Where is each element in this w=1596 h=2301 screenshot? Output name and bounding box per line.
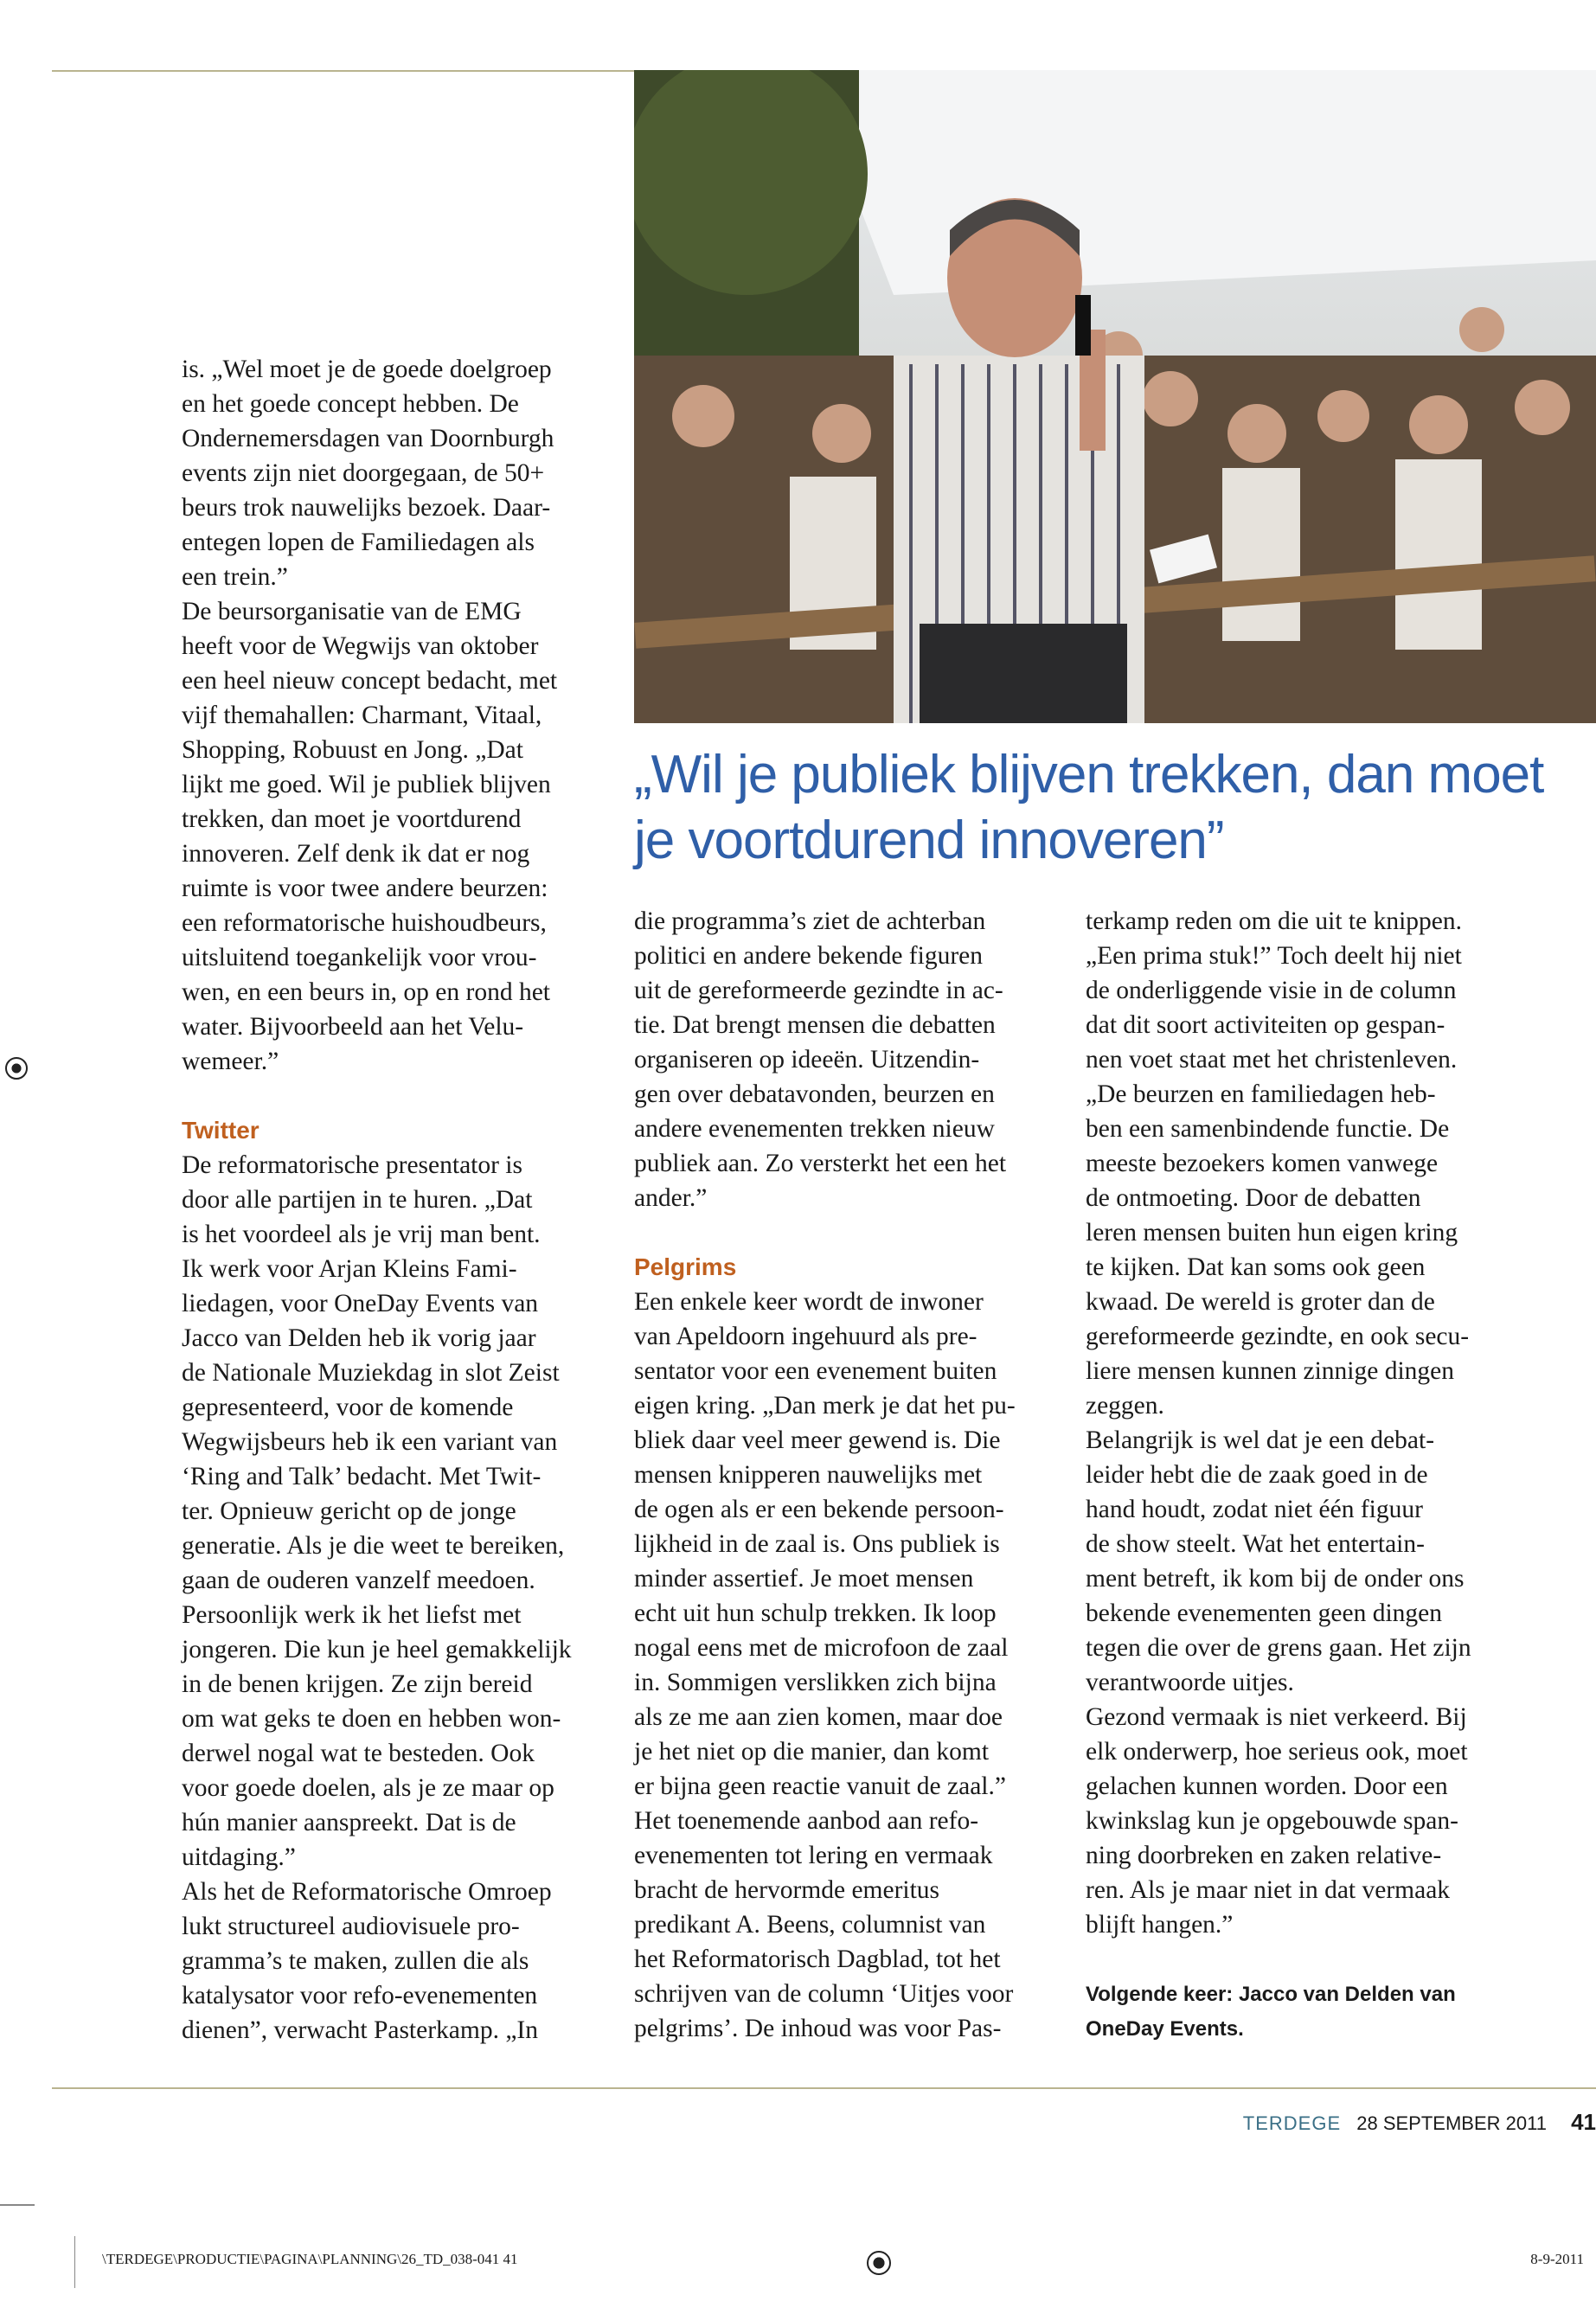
- text-line: organiseren op ideeën. Uitzendin-: [634, 1046, 980, 1074]
- text-line: de onderliggende visie in de column: [1086, 977, 1457, 1004]
- section-heading: Pelgrims: [634, 1253, 737, 1280]
- text-line: De reformatorische presentator is: [182, 1151, 522, 1179]
- text-line: ben een samenbindende functie. De: [1086, 1115, 1450, 1143]
- text-line: de Nationale Muziekdag in slot Zeist: [182, 1359, 560, 1387]
- text-line: voor goede doelen, als je ze maar op: [182, 1774, 554, 1802]
- text-line: publiek aan. Zo versterkt het een het: [634, 1150, 1007, 1177]
- text-line: Een enkele keer wordt de inwoner: [634, 1288, 984, 1316]
- text-line: gepresenteerd, voor de komende: [182, 1394, 514, 1421]
- text-line: De beursorganisatie van de EMG: [182, 598, 522, 625]
- text-line: blijft hangen.”: [1086, 1911, 1234, 1939]
- text-line: entegen lopen de Familiedagen als: [182, 529, 535, 556]
- text-line: kwaad. De wereld is groter dan de: [1086, 1288, 1435, 1316]
- text-line: gelachen kunnen worden. Door een: [1086, 1772, 1448, 1800]
- text-line: ment betreft, ik kom bij de onder ons: [1086, 1565, 1465, 1593]
- text-line: het Reformatorisch Dagblad, tot het: [634, 1945, 1001, 1973]
- text-line: generatie. Als je die weet te bereiken,: [182, 1532, 565, 1560]
- text-line: lijkt me goed. Wil je publiek blijven: [182, 771, 551, 798]
- text-line: wemeer.”: [182, 1048, 279, 1075]
- text-line: is het voordeel als je vrij man bent.: [182, 1221, 541, 1248]
- text-line: een heel nieuw concept bedacht, met: [182, 667, 558, 695]
- text-line: door alle partijen in te huren. „Dat: [182, 1186, 533, 1214]
- text-line: events zijn niet doorgegaan, de 50+: [182, 459, 545, 487]
- print-slug-path: \TERDEGE\PRODUCTIE\PAGINA\PLANNING\26_TD_038-041 41: [102, 2251, 518, 2267]
- text-line: in de benen krijgen. Ze zijn bereid: [182, 1670, 533, 1698]
- text-line: bekende evenementen geen dingen: [1086, 1599, 1442, 1627]
- article-photo: [634, 70, 1596, 723]
- text-line: liedagen, voor OneDay Events van: [182, 1290, 539, 1317]
- text-line: „Een prima stuk!” Toch deelt hij niet: [1086, 942, 1462, 970]
- text-line: te kijken. Dat kan soms ook geen: [1086, 1253, 1426, 1281]
- text-line: schrijven van de column ‘Uitjes voor: [634, 1980, 1014, 2008]
- page-folio: [1243, 2109, 1596, 2136]
- text-line: een trein.”: [182, 563, 288, 591]
- next-time-note: [1086, 1977, 1456, 2047]
- text-line: ruimte is voor twee andere beurzen:: [182, 875, 548, 902]
- pull-quote: „Wil je publiek blijven trekken, dan moet je voortdurend innoveren”: [634, 745, 1544, 870]
- text-line: van Apeldoorn ingehuurd als pre-: [634, 1323, 977, 1350]
- text-line: „De beurzen en familiedagen heb-: [1086, 1080, 1436, 1108]
- text-line: uitdaging.”: [182, 1843, 296, 1871]
- text-line: nen voet staat met het christenleven.: [1086, 1046, 1458, 1074]
- text-line: uitsluitend toegankelijk voor vrou-: [182, 944, 537, 971]
- article-column-1: [182, 352, 606, 2048]
- issue-date: 28 SEPTEMBER 2011: [1356, 2112, 1547, 2134]
- next-time-line: OneDay Events.: [1086, 2017, 1244, 2041]
- text-line: Ik werk voor Arjan Kleins Fami-: [182, 1255, 517, 1283]
- text-line: eigen kring. „Dan merk je dat het pu-: [634, 1392, 1016, 1420]
- text-line: de show steelt. Wat het entertain-: [1086, 1530, 1425, 1558]
- text-line: meeste bezoekers komen vanwege: [1086, 1150, 1439, 1177]
- text-line: er bijna geen reactie vanuit de zaal.”: [634, 1772, 1006, 1800]
- text-line: vijf themahallen: Charmant, Vitaal,: [182, 702, 542, 729]
- text-line: gereformeerde gezindte, en ook secu-: [1086, 1323, 1470, 1350]
- text-line: jongeren. Die kun je heel gemakkelijk: [182, 1636, 572, 1663]
- text-line: ‘Ring and Talk’ bedacht. Met Twit-: [182, 1463, 542, 1490]
- text-line: die programma’s ziet de achterban: [634, 907, 986, 935]
- text-line: derwel nogal wat te besteden. Ook: [182, 1740, 535, 1767]
- text-line: kwinkslag kun je opgebouwde span-: [1086, 1807, 1458, 1835]
- text-line: gaan de ouderen vanzelf meedoen.: [182, 1567, 535, 1594]
- text-line: Shopping, Robuust en Jong. „Dat: [182, 736, 523, 764]
- text-line: beurs trok nauwelijks bezoek. Daar-: [182, 494, 551, 522]
- text-line: Gezond vermaak is niet verkeerd. Bij: [1086, 1703, 1467, 1731]
- registration-mark-icon: [867, 2251, 891, 2275]
- text-line: Als het de Reformatorische Omroep: [182, 1878, 552, 1906]
- text-line: trekken, dan moet je voortdurend: [182, 805, 522, 833]
- text-line: uit de gereformeerde gezindte in ac-: [634, 977, 1003, 1004]
- text-line: ter. Opnieuw gericht op de jonge: [182, 1497, 516, 1525]
- text-line: tie. Dat brengt mensen die debatten: [634, 1011, 996, 1039]
- page-number: 41: [1571, 2109, 1596, 2135]
- crop-mark: [0, 2204, 35, 2206]
- text-line: ning doorbreken en zaken relative-: [1086, 1842, 1442, 1869]
- magazine-name: TERDEGE: [1242, 2112, 1342, 2134]
- text-line: Wegwijsbeurs heb ik een variant van: [182, 1428, 558, 1456]
- text-line: Jacco van Delden heb ik vorig jaar: [182, 1324, 536, 1352]
- text-line: tegen die over de grens gaan. Het zijn: [1086, 1634, 1471, 1662]
- text-line: hand houdt, zodat niet één figuur: [1086, 1496, 1423, 1523]
- text-line: dat dit soort activiteiten op gespan-: [1086, 1011, 1445, 1039]
- text-line: ren. Als je maar niet in dat vermaak: [1086, 1876, 1451, 1904]
- text-line: liere mensen kunnen zinnige dingen: [1086, 1357, 1454, 1385]
- text-line: evenementen tot lering en vermaak: [634, 1842, 993, 1869]
- text-line: om wat geks te doen en hebben won-: [182, 1705, 561, 1733]
- text-line: zeggen.: [1086, 1392, 1164, 1420]
- text-line: je het niet op die manier, dan komt: [634, 1738, 990, 1766]
- text-line: heeft voor de Wegwijs van oktober: [182, 632, 539, 660]
- next-time-line: Volgende keer: Jacco van Delden van: [1086, 1983, 1456, 2006]
- text-line: Persoonlijk werk ik het liefst met: [182, 1601, 522, 1629]
- photo-presenter-crowd: [634, 70, 1596, 723]
- article-column-2: [634, 904, 1049, 2046]
- text-line: hún manier aanspreekt. Dat is de: [182, 1809, 516, 1836]
- text-line: ander.”: [634, 1184, 708, 1212]
- text-line: is. „Wel moet je de goede doelgroep: [182, 356, 552, 383]
- text-line: gramma’s te maken, zullen die als: [182, 1947, 529, 1975]
- print-slug-date: 8-9-2011: [1530, 2251, 1584, 2267]
- text-line: elk onderwerp, hoe serieus ook, moet: [1086, 1738, 1468, 1766]
- text-line: de ogen als er een bekende persoon-: [634, 1496, 1004, 1523]
- text-line: verantwoorde uitjes.: [1086, 1669, 1294, 1696]
- text-line: wen, en een beurs in, op en rond het: [182, 978, 550, 1006]
- text-line: minder assertief. Je moet mensen: [634, 1565, 974, 1593]
- text-line: Het toenemende aanbod aan refo-: [634, 1807, 979, 1835]
- text-line: en het goede concept hebben. De: [182, 390, 519, 418]
- crop-mark: [74, 2236, 75, 2288]
- text-line: lijkheid in de zaal is. Ons publiek is: [634, 1530, 1000, 1558]
- text-line: een reformatorische huishoudbeurs,: [182, 909, 547, 937]
- text-line: [634, 1215, 1049, 1250]
- text-line: terkamp reden om die uit te knippen.: [1086, 907, 1462, 935]
- text-line: sentator voor een evenement buiten: [634, 1357, 997, 1385]
- text-line: Ondernemersdagen van Doornburgh: [182, 425, 554, 452]
- text-line: leren mensen buiten hun eigen kring: [1086, 1219, 1458, 1247]
- registration-mark-icon: [5, 1057, 28, 1080]
- text-line: pelgrims’. De inhoud was voor Pas-: [634, 2015, 1002, 2042]
- text-line: echt uit hun schulp trekken. Ik loop: [634, 1599, 997, 1627]
- article-column-3: [1086, 904, 1509, 1942]
- bottom-rule: [52, 2087, 1596, 2089]
- text-line: nogal eens met de microfoon de zaal: [634, 1634, 1009, 1662]
- section-heading: Twitter: [182, 1117, 260, 1144]
- text-line: gen over debatavonden, beurzen en: [634, 1080, 995, 1108]
- text-line: bracht de hervormde emeritus: [634, 1876, 940, 1904]
- text-line: politici en andere bekende figuren: [634, 942, 983, 970]
- text-line: predikant A. Beens, columnist van: [634, 1911, 986, 1939]
- text-line: Belangrijk is wel dat je een debat-: [1086, 1426, 1435, 1454]
- text-line: mensen knipperen nauwelijks met: [634, 1461, 983, 1489]
- text-line: bliek daar veel meer gewend is. Die: [634, 1426, 1001, 1454]
- text-line: innoveren. Zelf denk ik dat er nog: [182, 840, 530, 868]
- text-line: water. Bijvoorbeeld aan het Velu-: [182, 1013, 524, 1041]
- text-line: leider hebt die de zaak goed in de: [1086, 1461, 1428, 1489]
- text-line: de ontmoeting. Door de debatten: [1086, 1184, 1421, 1212]
- text-line: katalysator voor refo-evenementen: [182, 1982, 538, 2009]
- text-line: andere evenementen trekken nieuw: [634, 1115, 995, 1143]
- text-line: in. Sommigen verslikken zich bijna: [634, 1669, 997, 1696]
- text-line: dienen”, verwacht Pasterkamp. „In: [182, 2016, 539, 2044]
- text-line: lukt structureel audiovisuele pro-: [182, 1913, 520, 1940]
- text-line: als ze me aan zien komen, maar doe: [634, 1703, 1003, 1731]
- text-line: [182, 1079, 606, 1113]
